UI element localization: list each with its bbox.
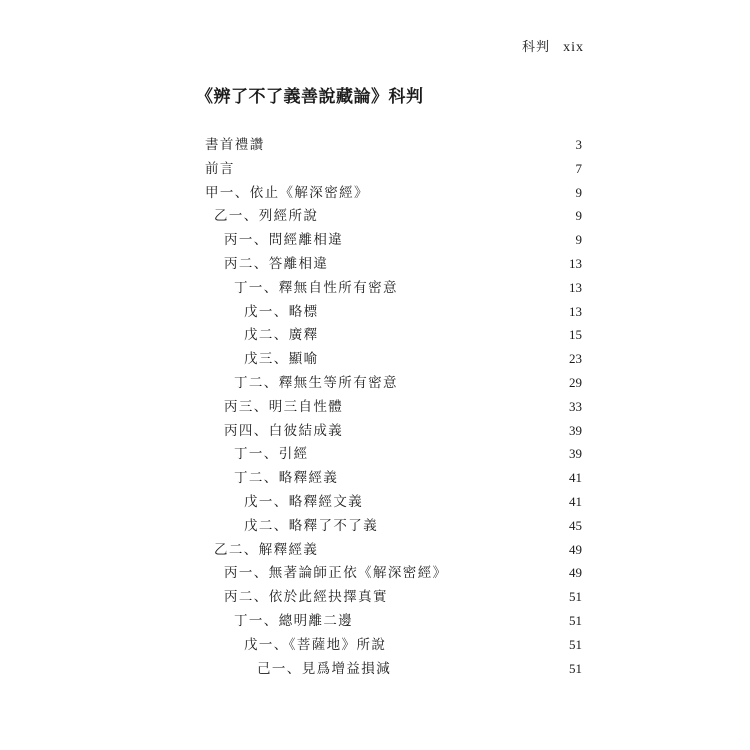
toc-entry-label: 丙二、依於此經抉擇真實 — [224, 589, 388, 606]
toc-entry-page: 13 — [569, 279, 582, 295]
toc-entry — [205, 350, 582, 374]
toc-entry-page: 51 — [569, 636, 582, 652]
toc-entry — [205, 564, 582, 588]
toc-entry-page: 49 — [569, 541, 582, 557]
toc-entry-label: 丁一、釋無自性所有密意 — [234, 279, 398, 296]
toc-entry-page: 51 — [569, 660, 582, 676]
toc-entry — [205, 231, 582, 255]
toc-entry-page: 39 — [569, 422, 582, 438]
toc-entry — [205, 493, 582, 517]
toc-entry-page: 9 — [575, 184, 582, 200]
toc-entry — [205, 541, 582, 565]
toc-entry-label: 前言 — [205, 160, 235, 177]
toc-entry-label: 戊二、廣釋 — [244, 327, 319, 344]
running-header-page-number: xix — [563, 40, 584, 55]
toc-entry-label: 丙二、答離相違 — [224, 255, 329, 272]
toc-entry — [205, 303, 582, 327]
toc-entry — [205, 255, 582, 279]
toc-entry-label: 戊二、略釋了不了義 — [244, 517, 379, 534]
toc-entry-label: 己一、見爲增益損減 — [257, 660, 392, 677]
running-header-title: 科判 — [521, 40, 550, 55]
running-header — [522, 36, 584, 56]
toc-entry-label: 乙二、解釋經義 — [214, 541, 319, 558]
toc-entry-page: 41 — [569, 493, 582, 509]
toc-entry — [205, 136, 582, 160]
toc-entry-label: 戊一、《菩薩地》所說 — [244, 636, 387, 653]
table-of-contents — [205, 136, 582, 683]
toc-entry-page: 23 — [569, 351, 582, 367]
toc-entry-page: 41 — [569, 470, 582, 486]
toc-entry-page: 29 — [569, 374, 582, 390]
toc-entry-label: 丙三、明三自性體 — [224, 398, 344, 415]
toc-entry — [205, 445, 582, 469]
toc-entry — [205, 374, 582, 398]
toc-entry-page: 15 — [569, 327, 582, 343]
toc-entry-label: 戊三、顯喻 — [244, 351, 319, 368]
toc-entry-page: 9 — [575, 232, 582, 248]
toc-entry — [205, 612, 582, 636]
toc-entry — [205, 207, 582, 231]
toc-entry-page: 7 — [575, 160, 582, 176]
toc-entry-label: 丁一、引經 — [234, 446, 309, 463]
toc-entry-label: 丙一、無著論師正依《解深密經》 — [224, 565, 448, 582]
toc-entry — [205, 660, 582, 684]
toc-entry-page: 49 — [569, 565, 582, 581]
toc-entry-label: 丙一、問經離相違 — [224, 232, 344, 249]
toc-entry-page: 13 — [569, 255, 582, 271]
toc-entry — [205, 469, 582, 493]
toc-entry-page: 9 — [575, 208, 582, 224]
toc-entry-page: 51 — [569, 589, 582, 605]
toc-entry — [205, 422, 582, 446]
toc-entry-label: 丁二、略釋經義 — [234, 470, 339, 487]
toc-entry — [205, 636, 582, 660]
toc-entry-page: 33 — [569, 398, 582, 414]
toc-entry-page: 39 — [569, 446, 582, 462]
toc-entry-label: 戊一、略釋經文義 — [244, 493, 364, 510]
toc-entry-label: 甲一、依止《解深密經》 — [205, 184, 369, 201]
toc-entry — [205, 279, 582, 303]
toc-entry-page: 51 — [569, 612, 582, 628]
toc-entry — [205, 588, 582, 612]
toc-entry — [205, 326, 582, 350]
toc-entry — [205, 160, 582, 184]
toc-entry-page: 3 — [575, 137, 582, 152]
toc-entry-page: 45 — [569, 517, 582, 533]
toc-entry-label: 丁一、總明離二邊 — [234, 612, 354, 629]
toc-entry-label: 丙四、白彼結成義 — [224, 422, 344, 439]
toc-entry-label: 丁二、釋無生等所有密意 — [234, 374, 398, 391]
toc-entry — [205, 398, 582, 422]
toc-entry-label: 戊一、略標 — [244, 303, 319, 320]
toc-entry-label: 書首禮讚 — [205, 137, 265, 153]
toc-entry-label: 乙一、列經所說 — [214, 208, 319, 225]
page-title: 《辨了不了義善說藏論》科判 — [196, 87, 424, 107]
toc-entry-page: 13 — [569, 303, 582, 319]
toc-entry — [205, 184, 582, 208]
toc-entry — [205, 517, 582, 541]
